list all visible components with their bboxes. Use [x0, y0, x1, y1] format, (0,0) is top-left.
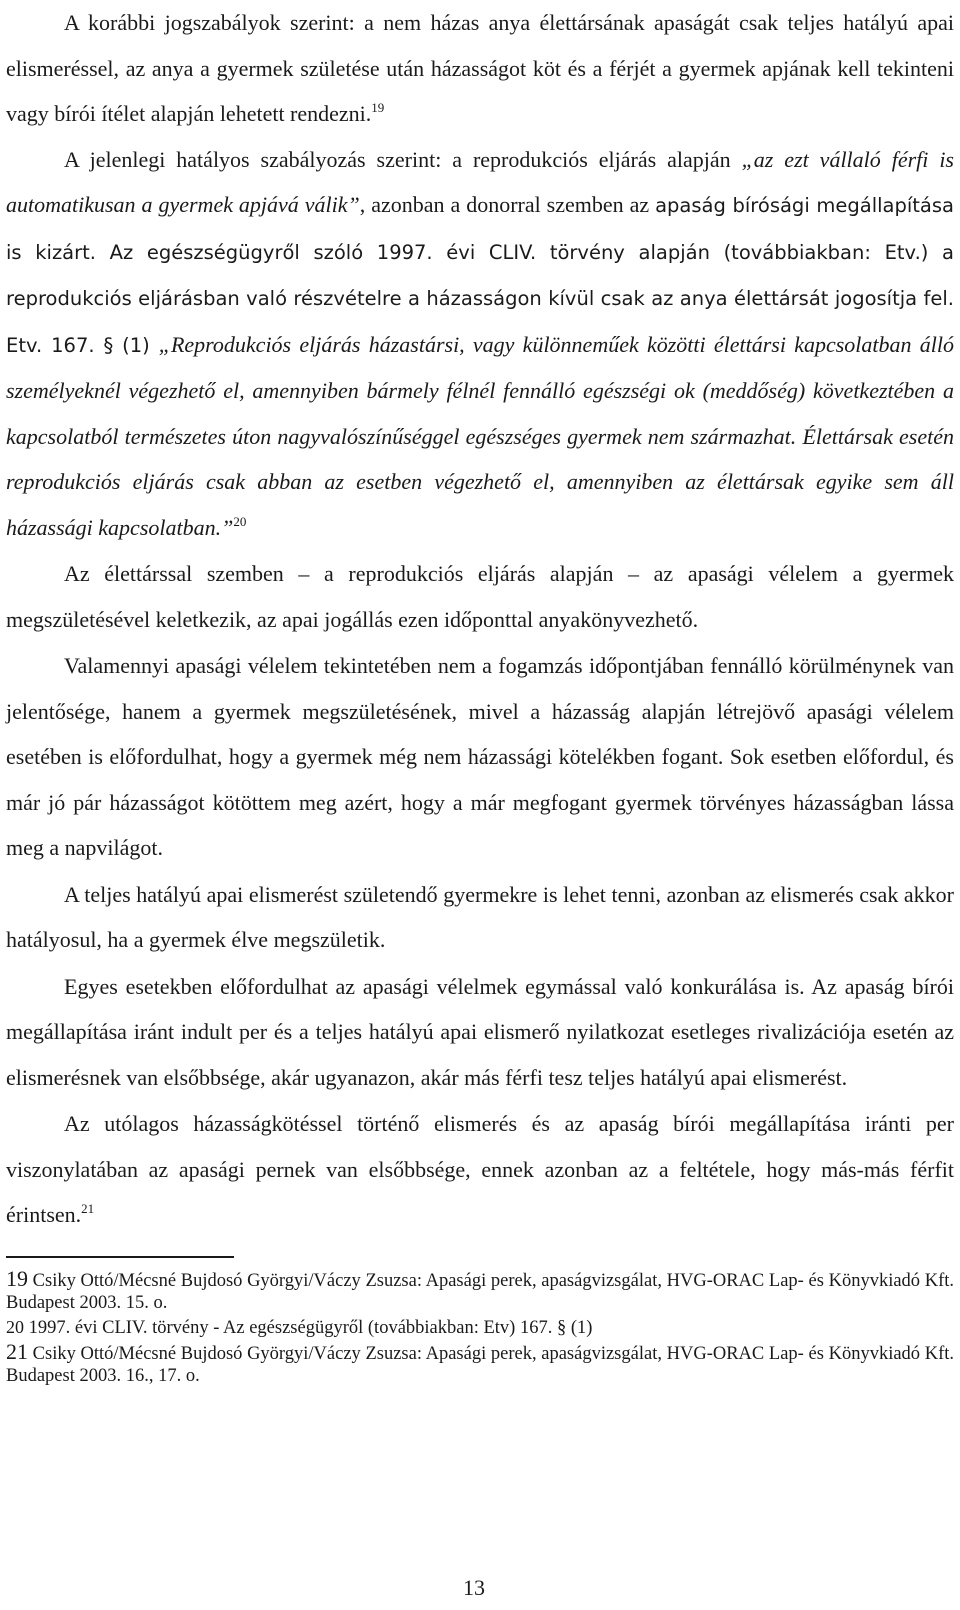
footnote-ref-20: 20	[233, 513, 247, 529]
footnote-21	[6, 1338, 954, 1387]
footnote-number: 21	[6, 1338, 28, 1364]
paragraph-4-text: Valamennyi apasági vélelem tekintetében nem a fogamzás időpontjában fennálló körülménynek van jelentősége, hanem a gyermek megszületésének, mivel a házasság alapján létrejövő apasági vélelem esetében is előfordulhat, hogy a gyermek még nem házassági kötelékben fogant. Sok esetben előfordul, és már jó pár házasságot kötöttem meg azért, hogy a már megfogant gyermek törvényes házasságban lássa meg a napvilágot.	[6, 653, 954, 860]
paragraph-2	[6, 137, 954, 551]
paragraph-3	[6, 551, 954, 642]
paragraph-2-text-c: , azonban a donorral szemben az	[359, 192, 656, 217]
footnote-19	[6, 1265, 954, 1314]
paragraph-1-text: A korábbi jogszabályok szerint: a nem házas anya élettársának apaságát csak teljes hatályú apai elismeréssel, az anya a gyermek születése után házasságot köt és a férjét a gyermek apjának kell tekinteni vagy bírói ítélet alapján lehetett rendezni.	[6, 10, 954, 126]
paragraph-3-text: Az élettárssal szemben – a reprodukciós eljárás alapján – az apasági vélelem a gyermek megszületésével keletkezik, az apai jogállás ezen időponttal anyakönyvezhető.	[6, 561, 954, 632]
footnote-number: 20	[6, 1316, 24, 1337]
paragraph-5	[6, 872, 954, 963]
paragraph-5-text: A teljes hatályú apai elismerést születendő gyermekre is lehet tenni, azonban az elismerés csak akkor hatályosul, ha a gyermek élve megszületik.	[6, 881, 954, 952]
paragraph-1	[6, 0, 954, 137]
paragraph-4	[6, 643, 954, 871]
footnote-separator	[6, 1256, 234, 1258]
footnote-ref-19: 19	[371, 100, 385, 115]
paragraph-7-text: Az utólagos házasságkötéssel történő elismerés és az apaság bírói megállapítása iránti per viszonylatában az apasági pernek van elsőbbsége, ennek azonban az a feltétele, hogy más-más férfit érintsen.	[6, 1111, 954, 1227]
footnote-text: Csiky Ottó/Mécsné Bujdosó Györgyi/Váczy Zsuzsa: Apasági perek, apaságvizsgálat, HVG-ORAC Lap- és Könyvkiadó Kft. Budapest 2003. 15. o.	[6, 1270, 954, 1313]
paragraph-2-quote-1: „az ezt vállaló férfi is automatikusan a gyermek apjává válik”	[6, 146, 954, 217]
footnote-ref-21: 21	[81, 1201, 95, 1216]
document-page	[6, 0, 954, 1389]
page-number: 13	[463, 1575, 485, 1600]
paragraph-2-text-d: apaság bírósági megállapítása is kizárt. Az egészségügyről szóló 1997. évi CLIV. törvény alapján (továbbiakban: Etv.) a reprodukciós eljárásban való részvételre a házasságon kívül csak az anya élettársát jogosítja fel. Etv. 167. § (1)	[6, 194, 954, 357]
footnote-text: Csiky Ottó/Mécsné Bujdosó Györgyi/Váczy Zsuzsa: Apasági perek, apaságvizsgálat, HVG-ORAC Lap- és Könyvkiadó Kft. Budapest 2003. 16., 17. o.	[6, 1343, 954, 1386]
paragraph-2-quote-2: „Reprodukciós eljárás házastársi, vagy különneműek közötti élettársi kapcsolatban álló személyeknél végezhető el, amennyiben bármely félnél fennálló egészségi ok (meddőség) következtében a kapcsolatból természetes úton nagyvalószínűséggel egészséges gyermek nem származhat. Élettársak esetén reprodukciós eljárás csak abban az esetben végezhető el, amennyiben az élettársak egyike sem áll házassági kapcsolatban.”	[6, 331, 954, 540]
paragraph-6	[6, 964, 954, 1101]
footnote-20	[6, 1316, 954, 1339]
paragraph-6-text: Egyes esetekben előfordulhat az apasági vélelmek egymással való konkurálása is. Az apaság bírói megállapítása iránt indult per és a teljes hatályú apai elismerő nyilatkozat esetleges rivalizációja esetén az elismerésnek van elsőbbsége, akár ugyanazon, akár más férfi tesz teljes hatályú apai elismerést.	[6, 973, 954, 1090]
footnote-number: 19	[6, 1265, 28, 1291]
footnote-text: 1997. évi CLIV. törvény - Az egészségügyről (továbbiakban: Etv) 167. § (1)	[24, 1317, 593, 1338]
paragraph-2-text-a: A jelenlegi hatályos szabályozás szerint: a reprodukciós eljárás alapján	[64, 146, 742, 172]
paragraph-7	[6, 1101, 954, 1238]
